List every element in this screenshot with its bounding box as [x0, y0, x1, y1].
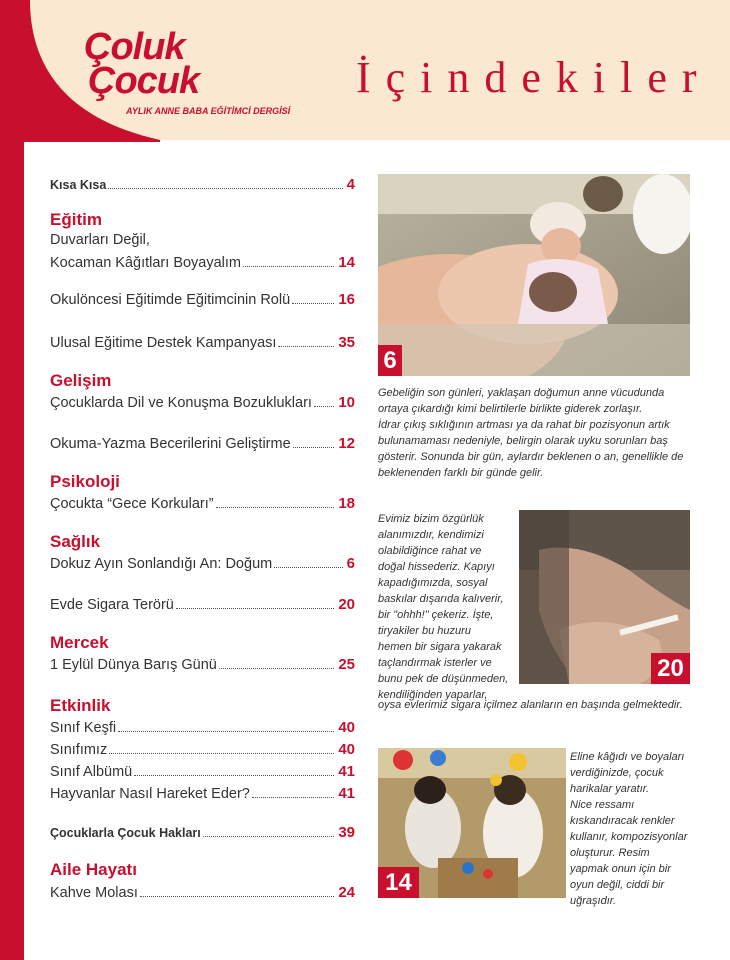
smoking-caption-last: [378, 697, 708, 713]
smoking-caption: [378, 511, 518, 703]
toc-label: Evde Sigara Terörü: [50, 597, 174, 613]
dot-leader: [203, 836, 335, 837]
dot-leader: [109, 753, 334, 754]
red-side-band: [0, 0, 24, 960]
caption-line: tiryakiler bu huzuru: [378, 625, 471, 637]
toc-label: 1 Eylül Dünya Barış Günü: [50, 657, 217, 673]
caption-line: kıskandıracak renkler: [570, 815, 675, 827]
toc-label: Sınıfımız: [50, 742, 108, 758]
section-heading-etkinlik: Etkinlik: [50, 696, 111, 715]
toc-entry-sinif-kesfi[interactable]: [50, 719, 355, 736]
toc-label: Sınıf Albümü: [50, 764, 133, 780]
toc-entry-gece-korkulari[interactable]: [50, 495, 355, 512]
toc-label: Sınıf Keşfi: [50, 720, 117, 736]
page-badge-painting: 14: [378, 867, 419, 898]
toc-page-number: 24: [338, 884, 355, 901]
toc-entry-line: [50, 232, 355, 248]
toc-page-number: 18: [338, 495, 355, 512]
dot-leader: [140, 896, 334, 897]
painting-caption: [570, 749, 720, 909]
caption-line: Eline kâğıdı ve boyaları: [570, 751, 685, 763]
caption-line: taçlandırmak isterler ve: [378, 657, 492, 669]
toc-page-number: 6: [346, 555, 355, 572]
section-heading-egitim: Eğitim: [50, 210, 102, 229]
caption-line: gösterir. Sonunda bir gün, aylardır beklenen o an, genellikle de: [378, 451, 684, 463]
toc-label: Duvarları Değil,: [50, 232, 150, 248]
toc-label: Hayvanlar Nasıl Hareket Eder?: [50, 786, 250, 802]
caption-line: harikalar yaratır.: [570, 783, 650, 795]
toc-entry-kahve-molasi[interactable]: [50, 884, 355, 901]
toc-label: Okulöncesi Eğitimde Eğitimcinin Rolü: [50, 292, 291, 308]
toc-label: Çocuklarla Çocuk Hakları: [50, 826, 201, 840]
toc-label: Okuma-Yazma Becerilerini Geliştirme: [50, 436, 291, 452]
caption-line: bir "ohhh!" çekeriz. İşte,: [378, 609, 494, 621]
toc-page-number: 39: [338, 824, 355, 841]
toc-page-number: 20: [338, 596, 355, 613]
dot-leader: [118, 731, 334, 732]
toc-entry-hayvanlar[interactable]: [50, 785, 355, 802]
toc-entry-okuloncesi[interactable]: [50, 291, 355, 308]
logo-word-cocuk: Çocuk: [88, 60, 200, 102]
caption-line: yapmak onun için bir: [570, 863, 671, 875]
dot-leader: [219, 668, 334, 669]
dot-leader: [108, 188, 342, 189]
caption-line: oyun değil, ciddi bir: [570, 879, 665, 891]
caption-line: bulunamaması nedeniyle, belirgin olarak uyku sorunları baş: [378, 435, 668, 447]
caption-line: baskılar dışarıda kalıverir,: [378, 593, 504, 605]
birth-caption: [378, 385, 698, 481]
toc-page-number: 40: [338, 741, 355, 758]
caption-line: İdrar çıkış sıklığının artması ya da rahat bir pozisyonun artık: [378, 419, 670, 431]
toc-entry-cocuk-haklari[interactable]: [50, 824, 355, 841]
page-title: İçindekiler: [356, 53, 712, 102]
dot-leader: [216, 507, 335, 508]
toc-label: Çocuklarda Dil ve Konuşma Bozuklukları: [50, 395, 312, 411]
dot-leader: [176, 608, 334, 609]
section-heading-gelisim: Gelişim: [50, 371, 112, 390]
toc-label: Kahve Molası: [50, 885, 138, 901]
caption-line: alanımızdır, kendimizi: [378, 529, 484, 541]
toc-page-number: 41: [338, 785, 355, 802]
toc-label: Dokuz Ayın Sonlandığı An: Doğum: [50, 556, 273, 572]
caption-line: beklenenden farklı bir günde gelir.: [378, 467, 544, 479]
caption-line: oluşturur. Resim: [570, 847, 650, 859]
toc-page-number: 41: [338, 763, 355, 780]
toc-label: Çocukta “Gece Korkuları”: [50, 496, 214, 512]
toc-entry-sinifimiz[interactable]: [50, 741, 355, 758]
caption-line: ortaya çıkardığı kimi belirtilerle birlikte giderek zorlaşır.: [378, 403, 643, 415]
toc-entry-dil-konusma[interactable]: [50, 394, 355, 411]
dot-leader: [314, 406, 334, 407]
toc-page-number: 12: [338, 435, 355, 452]
toc-page-number: 35: [338, 334, 355, 351]
toc-page-number: 4: [346, 176, 355, 193]
toc-entry-sigara[interactable]: [50, 596, 355, 613]
dot-leader: [278, 346, 334, 347]
toc-label: Kocaman Kâğıtları Boyayalım: [50, 255, 242, 271]
toc-entry-boyayalim[interactable]: [50, 254, 355, 271]
caption-line: oysa evlerimiz sigara içilmez alanların en başında gelmektedir.: [378, 699, 683, 711]
caption-line: kapadığımızda, sosyal: [378, 577, 488, 589]
toc-page-number: 10: [338, 394, 355, 411]
logo-word-coluk: Çoluk: [84, 26, 185, 68]
dot-leader: [274, 567, 342, 568]
page-badge-smoking: 20: [651, 653, 690, 684]
toc-entry-sinif-albumu[interactable]: [50, 763, 355, 780]
toc-entry-okuma-yazma[interactable]: [50, 435, 355, 452]
caption-line: kendiliğinden yaparlar,: [378, 689, 488, 701]
caption-line: bunu pek de düşünmeden,: [378, 673, 509, 685]
dot-leader: [292, 303, 334, 304]
page-badge-birth: 6: [378, 345, 402, 376]
caption-line: Nice ressamı: [570, 799, 635, 811]
toc-page-number: 25: [338, 656, 355, 673]
toc-entry-baris-gunu[interactable]: [50, 656, 355, 673]
section-heading-mercek: Mercek: [50, 633, 109, 652]
caption-line: hemen bir sigara yakarak: [378, 641, 502, 653]
section-heading-psikoloji: Psikoloji: [50, 472, 120, 491]
dot-leader: [243, 266, 334, 267]
toc-page-number: 16: [338, 291, 355, 308]
dot-leader: [134, 775, 334, 776]
section-heading-aile-hayati: Aile Hayatı: [50, 860, 137, 879]
birth-photo: [378, 174, 690, 376]
caption-line: olabildiğince rahat ve: [378, 545, 482, 557]
section-heading-saglik: Sağlık: [50, 532, 101, 551]
toc-entry-dogum[interactable]: [50, 555, 355, 572]
dot-leader: [293, 447, 335, 448]
toc-label: Kısa Kısa: [50, 178, 107, 192]
toc-entry-kisa-kisa[interactable]: [50, 176, 355, 193]
toc-page-number: 40: [338, 719, 355, 736]
dot-leader: [252, 797, 334, 798]
caption-line: doğal hissederiz. Kapıyı: [378, 561, 495, 573]
caption-line: uğraşıdır.: [570, 895, 617, 907]
caption-line: Gebeliğin son günleri, yaklaşan doğumun anne vücudunda: [378, 387, 665, 399]
toc-label: Ulusal Eğitime Destek Kampanyası: [50, 335, 277, 351]
caption-line: kullanır, kompozisyonlar: [570, 831, 688, 843]
logo-tagline: AYLIK ANNE BABA EĞİTİMCİ DERGİSİ: [126, 106, 291, 116]
toc-page-number: 14: [338, 254, 355, 271]
caption-line: Evimiz bizim özgürlük: [378, 513, 484, 525]
caption-line: verdiğinizde, çocuk: [570, 767, 664, 779]
toc-entry-ulusal-egitim[interactable]: [50, 334, 355, 351]
